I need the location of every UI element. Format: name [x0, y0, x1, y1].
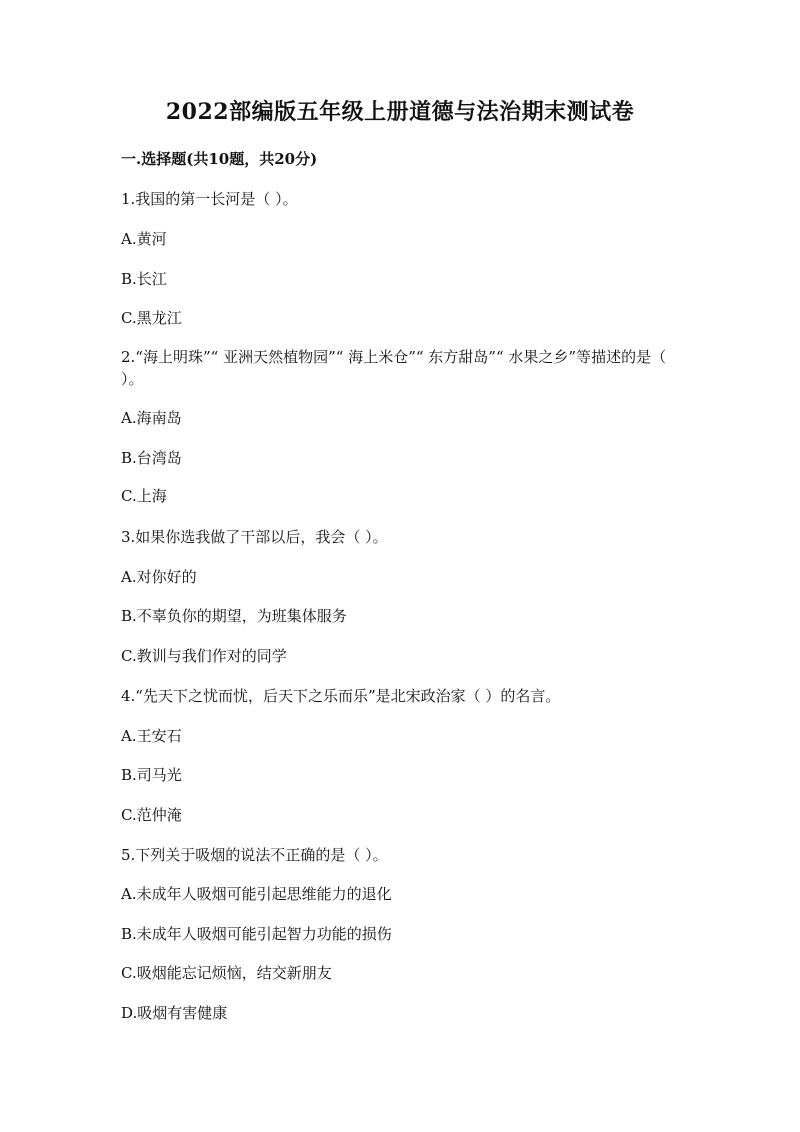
answer-option: A.黄河 — [121, 230, 167, 248]
answer-option: B.司马光 — [121, 766, 182, 784]
answer-option: A.王安石 — [121, 727, 182, 745]
answer-option: A.海南岛 — [121, 409, 182, 427]
question-stem: 4.“先天下之忧而忧，后天下之乐而乐”是北宋政治家（ ）的名言。 — [121, 687, 561, 705]
answer-option: C.教训与我们作对的同学 — [121, 647, 287, 665]
section-heading: 一.选择题(共10题，共20分) — [121, 150, 318, 168]
answer-option: C.范仲淹 — [121, 806, 182, 824]
page-title: 2022部编版五年级上册道德与法治期末测试卷 — [165, 99, 635, 125]
question-stem: 1.我国的第一长河是（ ）。 — [121, 190, 298, 208]
answer-option: A.对你好的 — [121, 568, 197, 586]
answer-option: B.台湾岛 — [121, 449, 182, 467]
answer-option: C.吸烟能忘记烦恼，结交新朋友 — [121, 964, 332, 982]
answer-option: B.长江 — [121, 270, 167, 288]
answer-option: C.黑龙江 — [121, 309, 182, 327]
answer-option: B.不辜负你的期望，为班集体服务 — [121, 607, 347, 625]
question-stem: 3.如果你选我做了干部以后，我会（ ）。 — [121, 528, 388, 546]
question-stem: 2.“海上明珠”“ 亚洲天然植物园”“ 海上米仓”“ 东方甜岛”“ 水果之乡”等描述的是（ ）。 — [121, 348, 667, 388]
question-stem: 5.下列关于吸烟的说法不正确的是（ ）。 — [121, 846, 388, 864]
answer-option: B.未成年人吸烟可能引起智力功能的损伤 — [121, 925, 392, 943]
answer-option: C.上海 — [121, 487, 167, 505]
answer-option: A.未成年人吸烟可能引起思维能力的退化 — [121, 885, 392, 903]
answer-option: D.吸烟有害健康 — [121, 1004, 228, 1022]
